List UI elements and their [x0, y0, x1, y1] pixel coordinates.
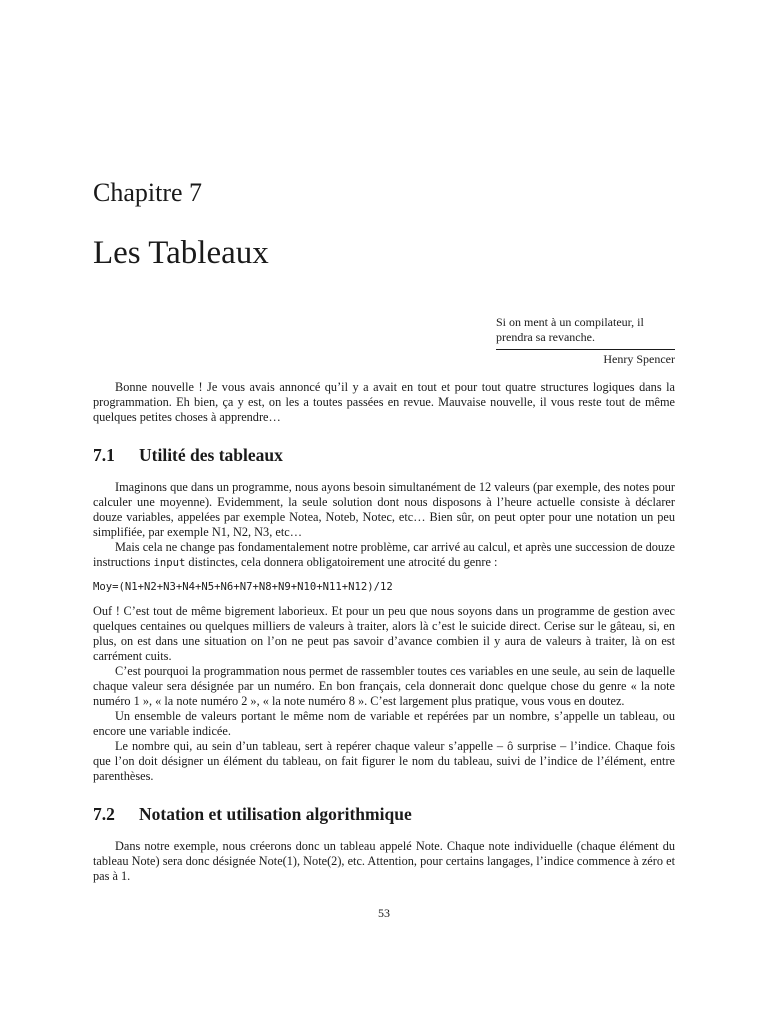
section-number: 7.1	[93, 445, 115, 465]
section-number: 7.2	[93, 804, 115, 824]
paragraph: Ouf ! C’est tout de même bigrement laborieux. Et pour un peu que nous soyons dans un programme de gestion avec quelques centaines ou quelques milliers de valeurs à traiter, alors là c’est le suicide direct. Cerise sur le gâteau, si, en plus, on est dans une situation on l’on ne peut pas savoir d’avance combien il y aura de valeurs à traiter, là on est carrément cuits.	[93, 604, 675, 663]
paragraph: Dans notre exemple, nous créerons donc un tableau appelé Note. Chaque note individuelle (chaque élément du tableau Note) sera donc désignée Note(1), Note(2), etc. Attention, pour certains langages, l’indice commence à zéro et pas à 1.	[93, 839, 675, 883]
inline-code: input	[153, 557, 186, 569]
intro-paragraph: Bonne nouvelle ! Je vous avais annoncé qu’il y a avait en tout et pour tout quatre structures logiques dans la programmation. Eh bien, ça y est, on les a toutes passées en revue. Mauvaise nouvelle, il vous reste tout de même quelques petites choses à apprendre…	[93, 380, 675, 424]
epigraph	[496, 315, 675, 367]
section-heading-7-1	[93, 444, 675, 466]
chapter-label: Chapitre 7	[93, 178, 203, 207]
body-text	[93, 380, 675, 884]
epigraph-author: Henry Spencer	[603, 352, 675, 366]
paragraph-text: Mais cela ne change pas fondamentalement notre problème, car arrivé au calcul, et après une succession de douze instructions	[93, 540, 675, 569]
document-page	[93, 0, 675, 1024]
section-title: Notation et utilisation algorithmique	[139, 804, 412, 824]
paragraph	[93, 540, 675, 571]
chapter-title: Les Tableaux	[93, 235, 269, 271]
paragraph: Un ensemble de valeurs portant le même nom de variable et repérées par un nombre, s’appelle un tableau, ou encore une variable indicée.	[93, 709, 675, 738]
paragraph: Le nombre qui, au sein d’un tableau, sert à repérer chaque valeur s’appelle – ô surprise – l’indice. Chaque fois que l’on doit désigner un élément du tableau, on fait figurer le nom du tableau, suivi de l’indice de l’élément, entre parenthèses.	[93, 739, 675, 783]
section-heading-7-2	[93, 803, 675, 825]
page-number: 53	[378, 906, 390, 920]
paragraph: C’est pourquoi la programmation nous permet de rassembler toutes ces variables en une seule, au sein de laquelle chaque valeur sera désignée par un numéro. En bon français, cela donnerait donc quelque chose du genre « la note numéro 1 », « la note numéro 2 », « la note numéro 8 ». C’est largement plus pratique, vous vous en doutez.	[93, 664, 675, 708]
code-block: Moy=(N1+N2+N3+N4+N5+N6+N7+N8+N9+N10+N11+N12)/12	[93, 581, 393, 593]
paragraph-text: distinctes, cela donnera obligatoirement une atrocité du genre :	[185, 555, 498, 569]
epigraph-quote: Si on ment à un compilateur, il prendra sa revanche.	[496, 315, 675, 350]
paragraph: Imaginons que dans un programme, nous ayons besoin simultanément de 12 valeurs (par exemple, des notes pour calculer une moyenne). Evidemment, la seule solution dont nous disposons à l’heure actuelle consiste à déclarer douze variables, appelées par exemple Notea, Noteb, Notec, etc… Bien sûr, on peut opter pour une notation un peu simplifiée, par exemple N1, N2, N3, etc…	[93, 480, 675, 539]
section-title: Utilité des tableaux	[139, 445, 283, 465]
